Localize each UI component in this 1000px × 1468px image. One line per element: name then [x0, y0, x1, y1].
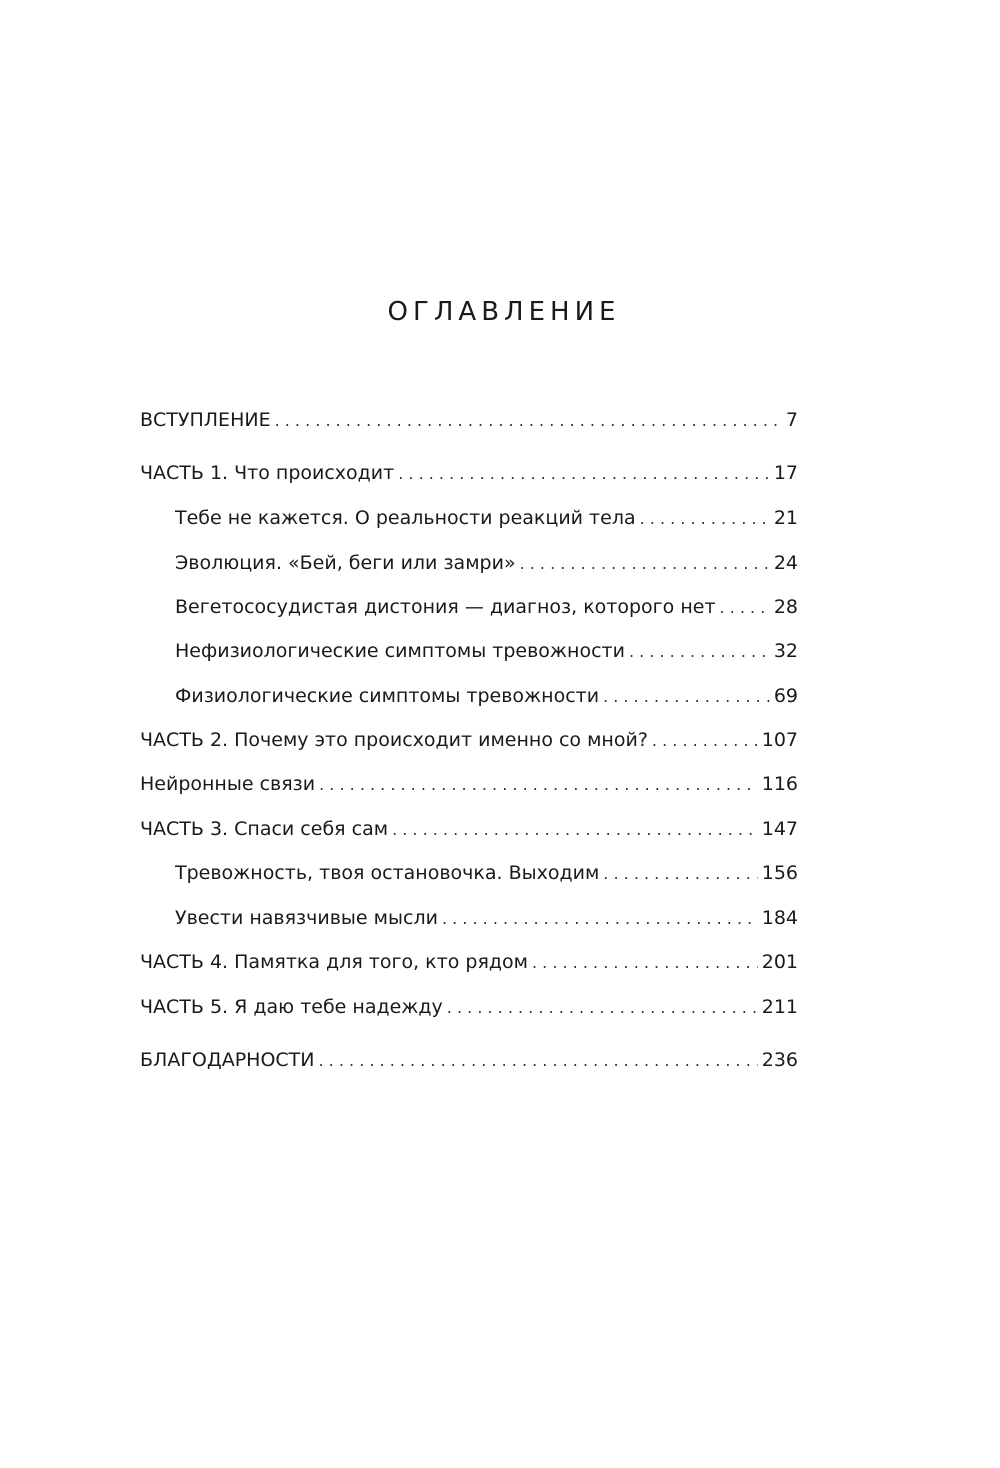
toc-leader-dots — [442, 903, 758, 934]
toc-leader-dots — [640, 503, 770, 534]
toc-entry-label: ВСТУПЛЕНИЕ — [140, 409, 271, 431]
toc-entry — [175, 591, 798, 623]
toc-entry-label: ЧАСТЬ 4. Памятка для того, кто рядом — [140, 951, 528, 973]
toc-leader-dots — [392, 814, 758, 845]
toc-entry-label: ЧАСТЬ 3. Спаси себя сам — [140, 818, 389, 840]
toc-leader-dots — [652, 725, 758, 756]
toc-entry-page: 201 — [761, 951, 798, 973]
toc-entry — [175, 857, 798, 889]
toc-entry-page: 7 — [785, 409, 798, 431]
toc-entry — [175, 680, 798, 712]
toc-entry-label: Тебе не кажется. О реальности реакций тела — [175, 507, 636, 529]
toc-leader-dots — [447, 992, 758, 1023]
toc-entry-label: ЧАСТЬ 5. Я даю тебе надежду — [140, 996, 443, 1018]
toc-leader-dots — [319, 769, 758, 800]
toc-leader-dots — [275, 405, 782, 436]
toc-entry — [140, 813, 798, 845]
toc-entry-label: Вегетососудистая дистония — диагноз, которого нет — [175, 596, 716, 618]
toc-entry-label: Физиологические симптомы тревожности — [175, 685, 600, 707]
toc-entry-page: 184 — [761, 907, 798, 929]
toc-entry-page: 147 — [761, 818, 798, 840]
toc-entry — [140, 991, 798, 1023]
toc-entry-label: Тревожность, твоя остановочка. Выходим — [175, 862, 600, 884]
toc-entry — [140, 404, 798, 436]
toc-entry-page: 32 — [773, 640, 798, 662]
toc-entry-label: БЛАГОДАРНОСТИ — [140, 1049, 315, 1071]
toc-entry-label: Эволюция. «Бей, беги или замри» — [175, 552, 516, 574]
toc-entry-label: ЧАСТЬ 2. Почему это происходит именно со мной? — [140, 729, 648, 751]
toc-leader-dots — [629, 636, 770, 667]
toc-entry-page: 156 — [761, 862, 798, 884]
toc-entry — [140, 457, 798, 489]
toc-entry — [140, 1044, 798, 1076]
toc-leader-dots — [720, 592, 770, 623]
toc-entry-page: 211 — [761, 996, 798, 1018]
toc-entry — [175, 902, 798, 934]
toc-entry-page: 21 — [773, 507, 798, 529]
toc-entry — [175, 547, 798, 579]
toc-entry-page: 116 — [761, 773, 798, 795]
toc-entry — [140, 946, 798, 978]
toc-entry-page: 236 — [761, 1049, 798, 1071]
toc-entry — [140, 768, 798, 800]
toc-entry-page: 24 — [773, 552, 798, 574]
toc-title: ОГЛАВЛЕНИЕ — [387, 297, 621, 327]
toc-leader-dots — [532, 947, 758, 978]
toc-entry-label: ЧАСТЬ 1. Что происходит — [140, 462, 395, 484]
toc-entry — [175, 635, 798, 667]
toc-entry-label: Нефизиологические симптомы тревожности — [175, 640, 625, 662]
toc-entry-page: 69 — [773, 685, 798, 707]
toc-entry — [140, 724, 798, 756]
toc-leader-dots — [319, 1045, 758, 1076]
toc-entry-page: 107 — [761, 729, 798, 751]
toc-leader-dots — [520, 548, 770, 579]
toc-leader-dots — [398, 458, 770, 489]
toc-entry-page: 17 — [773, 462, 798, 484]
toc-entry-page: 28 — [773, 596, 798, 618]
toc-entry-label: Увести навязчивые мысли — [175, 907, 438, 929]
toc-entry-label: Нейронные связи — [140, 773, 316, 795]
toc-entry — [175, 502, 798, 534]
toc-leader-dots — [603, 681, 770, 712]
toc-leader-dots — [603, 858, 757, 889]
